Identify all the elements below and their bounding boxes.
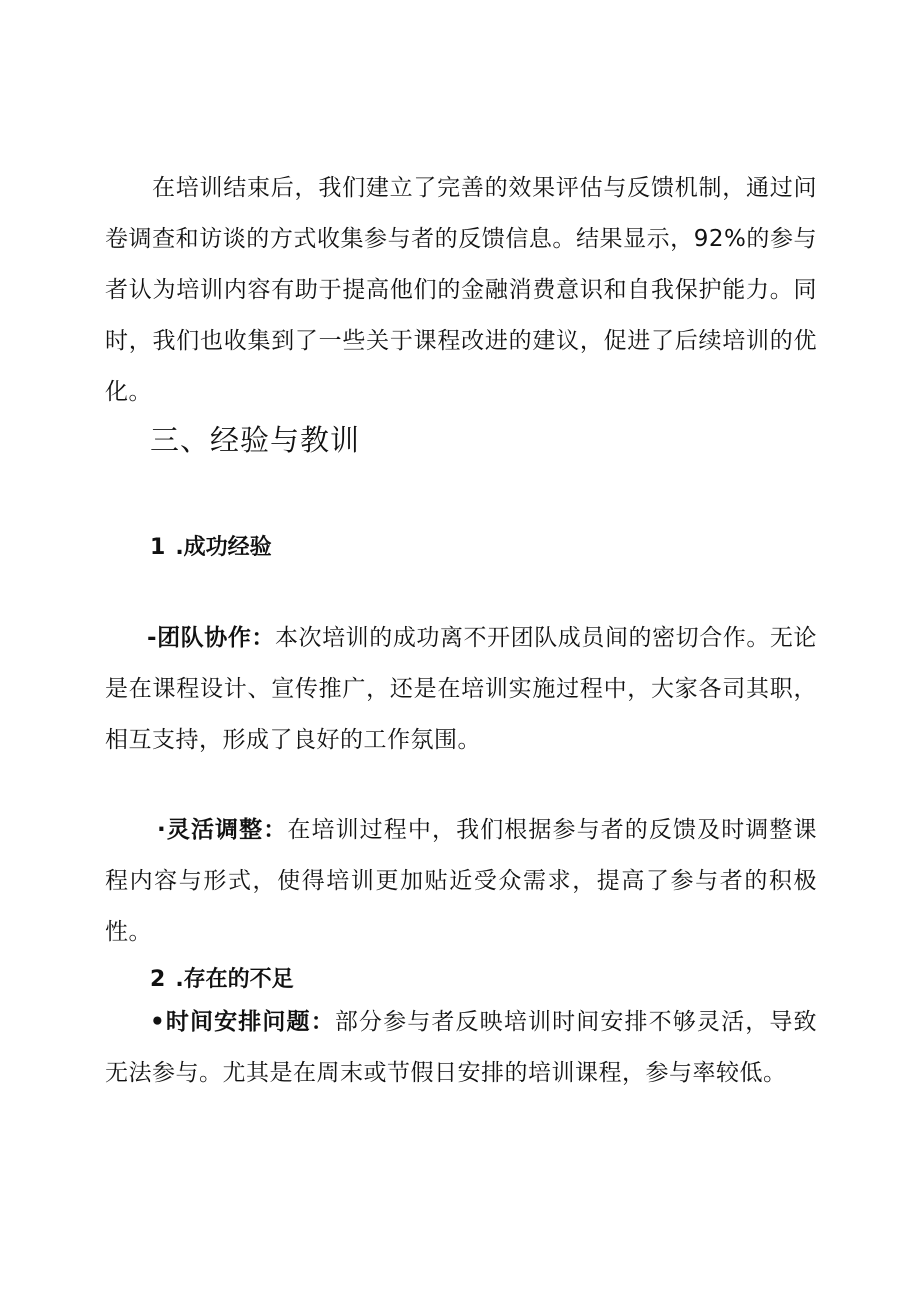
item-teamwork-term: 团队协作： (157, 625, 275, 651)
item-flexible-adjustment (105, 805, 817, 958)
subsection-2-number: 2 (150, 967, 166, 992)
subsection-1-number: 1 (150, 535, 166, 560)
intro-paragraph: 在培训结束后，我们建立了完善的效果评估与反馈机制，通过问卷调查和访谈的方式收集参与者的反馈信息。结果显示，92%的参与者认为培训内容有助于提高他们的金融消费意识和自我保护能力。同时，我们也收集到了一些关于课程改进的建议，促进了后续培训的优化。 (105, 175, 817, 405)
section-title: 三、经验与教训 (150, 423, 361, 457)
subsection-1-title: .成功经验 (175, 535, 272, 560)
item-time-bullet: • (150, 1009, 166, 1035)
item-teamwork (105, 613, 817, 766)
item-time-term: 时间安排问题： (165, 1009, 335, 1035)
item-teamwork-text: 本次培训的成功离不开团队成员间的密切合作。无论是在课程设计、宣传推广，还是在培训实施过程中，大家各司其职，相互支持，形成了良好的工作氛围。 (105, 625, 818, 753)
item-flexible-term: 灵活调整： (166, 817, 288, 843)
subsection-2-title: .存在的不足 (175, 967, 294, 992)
subsection-2-heading (150, 962, 294, 993)
subsection-1-heading (150, 530, 272, 561)
item-time-arrangement (105, 997, 817, 1099)
item-teamwork-bullet: - (147, 625, 158, 651)
item-flexible-text: 在培训过程中，我们根据参与者的反馈及时调整课程内容与形式，使得培训更加贴近受众需求，提高了参与者的积极性。 (105, 817, 818, 945)
item-time-text: 部分参与者反映培训时间安排不够灵活，导致无法参与。尤其是在周末或节假日安排的培训课程，参与率较低。 (105, 1009, 817, 1086)
item-flexible-bullet: · (157, 817, 167, 843)
